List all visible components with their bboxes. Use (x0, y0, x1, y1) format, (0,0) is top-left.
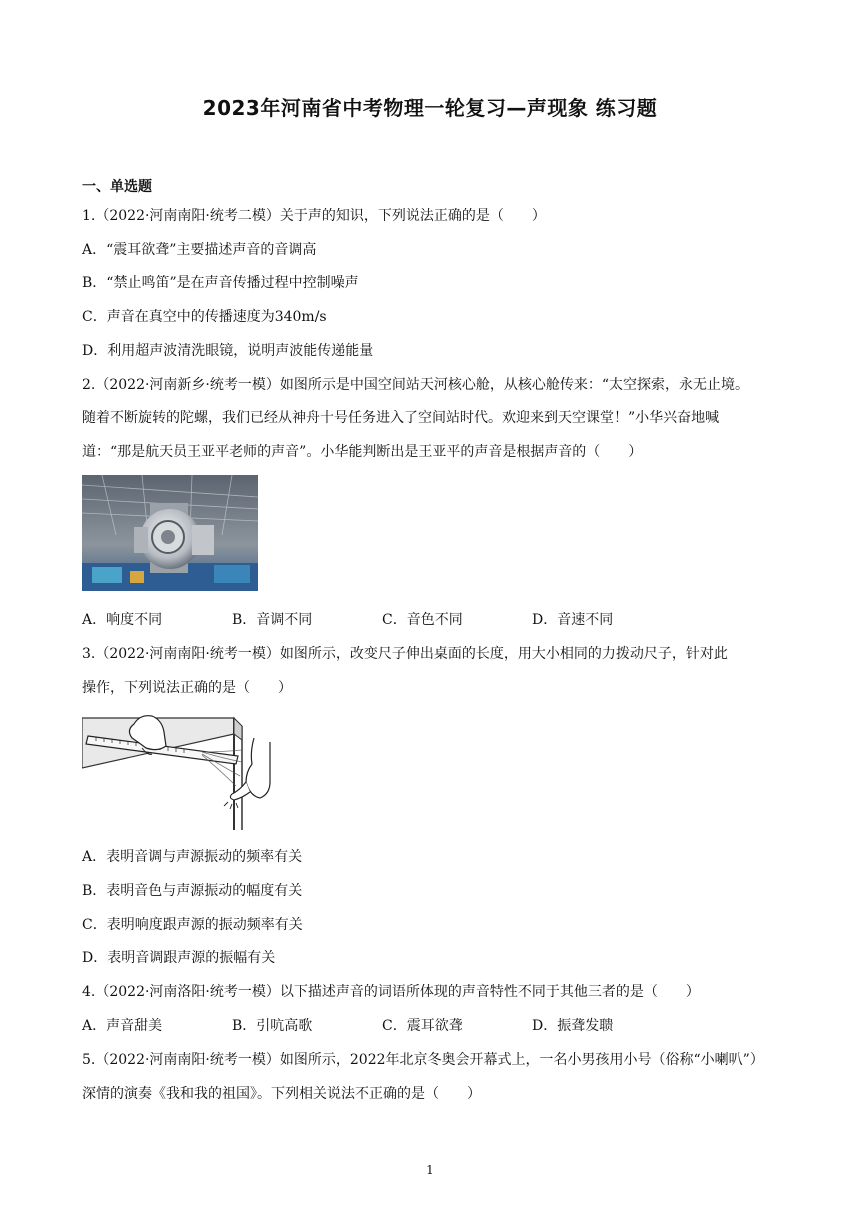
question-2-options (82, 609, 682, 629)
question-1-option-d: D．利用超声波清洗眼镜，说明声波能传递能量 (82, 343, 374, 359)
question-3-option-b: B．表明音色与声源振动的幅度有关 (82, 883, 303, 899)
question-4-option-a: A．声音甜美 (82, 1018, 163, 1034)
question-3-option-c: C．表明响度跟声源的振动频率有关 (82, 917, 303, 933)
question-3-stem-line-1: 3.（2022·河南南阳·统考一模）如图所示，改变尺子伸出桌面的长度，用大小相同的力拨动尺子，针对此 (82, 646, 728, 662)
section-heading: 一、单选题 (82, 179, 152, 195)
question-3-option-d: D．表明音调跟声源的振幅有关 (82, 950, 276, 966)
question-2-stem-line-3: 道：“那是航天员王亚平老师的声音”。小华能判断出是王亚平的声音是根据声音的（ ） (82, 444, 643, 460)
question-1-option-a: A．“震耳欲聋”主要描述声音的音调高 (82, 242, 317, 258)
question-4-options (82, 1015, 682, 1035)
page-number: 1 (426, 1163, 434, 1177)
question-4-option-d: D．振聋发聩 (532, 1018, 614, 1034)
question-1-option-c: C．声音在真空中的传播速度为340m/s (82, 309, 327, 325)
question-3-stem-line-2: 操作，下列说法正确的是（ ） (82, 680, 292, 696)
question-1-stem: 1.（2022·河南南阳·统考二模）关于声的知识，下列说法正确的是（ ） (82, 208, 546, 224)
question-4-option-b: B．引吭高歌 (232, 1018, 313, 1034)
space-station-photo (82, 475, 258, 595)
question-3-option-a: A．表明音调与声源振动的频率有关 (82, 849, 303, 865)
ruler-on-table-illustration (82, 712, 272, 834)
question-5-stem-line-1: 5.（2022·河南南阳·统考一模）如图所示，2022年北京冬奥会开幕式上，一名小男孩用小号（俗称“小喇叭”） (82, 1052, 764, 1068)
question-2-option-b: B．音调不同 (232, 612, 313, 628)
question-4-option-c: C．震耳欲聋 (382, 1018, 463, 1034)
question-2-option-a: A．响度不同 (82, 612, 163, 628)
question-1-option-b: B．“禁止鸣笛”是在声音传播过程中控制噪声 (82, 275, 359, 291)
question-2-option-d: D．音速不同 (532, 612, 614, 628)
document-title: 2023年河南省中考物理一轮复习—声现象 练习题 (202, 96, 658, 120)
question-2-option-c: C．音色不同 (382, 612, 463, 628)
question-4-stem: 4.（2022·河南洛阳·统考一模）以下描述声音的词语所体现的声音特性不同于其他三者的是（ ） (82, 984, 700, 1000)
question-2-stem-line-1: 2.（2022·河南新乡·统考一模）如图所示是中国空间站天河核心舱，从核心舱传来：“太空探索，永无止境。 (82, 377, 750, 393)
question-5-stem-line-2: 深情的演奏《我和我的祖国》。下列相关说法不正确的是（ ） (82, 1086, 481, 1102)
question-2-stem-line-2: 随着不断旋转的陀螺，我们已经从神舟十号任务进入了空间站时代。欢迎来到天空课堂！”小华兴奋地喊 (82, 410, 720, 426)
